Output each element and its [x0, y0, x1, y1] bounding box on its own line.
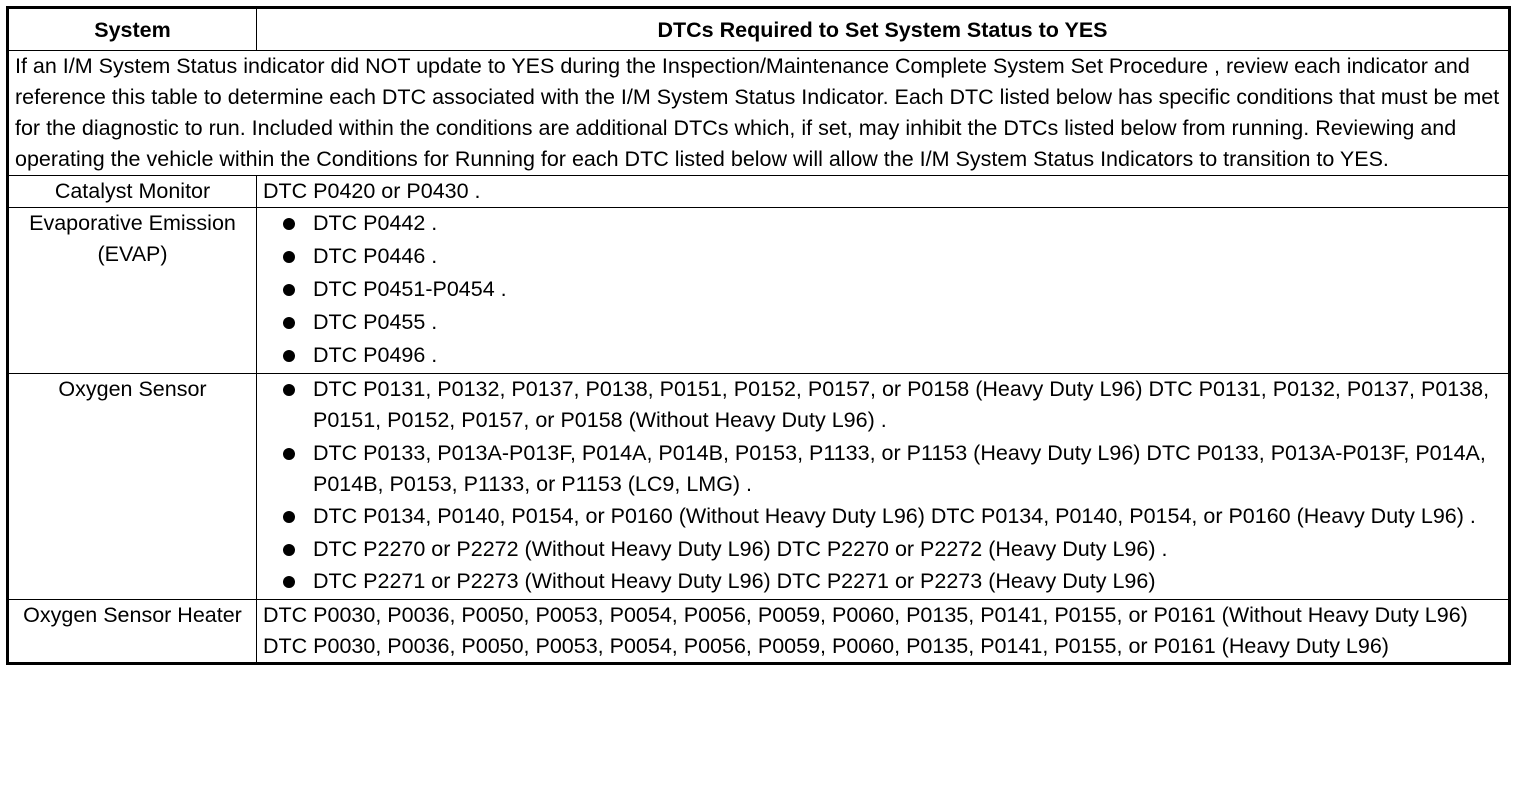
bullet-icon: [283, 384, 295, 396]
list-item: [263, 534, 1502, 565]
list-item-text: DTC P0133, P013A-P013F, P014A, P014B, P0153, P1133, or P1153 (Heavy Duty L96) DTC P0133, P013A-P013F, P014A, P014B, P0153, P1133, or P1153 (LC9, LMG) .: [313, 440, 1486, 496]
dtc-list: [263, 374, 1502, 597]
list-item: [263, 374, 1502, 436]
bullet-icon: [283, 576, 295, 588]
header-dtcs: DTCs Required to Set System Status to YES: [257, 8, 1510, 51]
bullet-icon: [283, 544, 295, 556]
dtc-status-table: [6, 6, 1511, 665]
system-oxygen-sensor-heater: Oxygen Sensor Heater: [8, 599, 257, 663]
list-item: [263, 340, 1502, 371]
bullet-icon: [283, 448, 295, 460]
header-system: System: [8, 8, 257, 51]
bullet-icon: [283, 218, 295, 230]
dtc-cell-evap: [257, 208, 1510, 374]
bullet-icon: [283, 251, 295, 263]
bullet-icon: [283, 511, 295, 523]
intro-row: [8, 51, 1510, 176]
list-item: [263, 274, 1502, 305]
list-item-text: DTC P0134, P0140, P0154, or P0160 (Without Heavy Duty L96) DTC P0134, P0140, P0154, or P0160 (Heavy Duty L96) .: [313, 504, 1476, 528]
table-row: [8, 176, 1510, 208]
dtc-cell-catalyst: DTC P0420 or P0430 .: [257, 176, 1510, 208]
list-item: [263, 307, 1502, 338]
intro-text: If an I/M System Status indicator did NOT update to YES during the Inspection/Maintenance Complete System Set Procedure , review each indicator and reference this table to determine each DTC associated with the I/M System Status Indicator. Each DTC listed below has specific conditions that must be met for the diagnostic to run. Included within the conditions are additional DTCs which, if set, may inhibit the DTCs listed below from running. Reviewing and operating the vehicle within the Conditions for Running for each DTC listed below will allow the I/M System Status Indicators to transition to YES.: [8, 51, 1510, 176]
system-catalyst-monitor: Catalyst Monitor: [8, 176, 257, 208]
list-item: [263, 501, 1502, 532]
list-item: [263, 566, 1502, 597]
list-item-text: DTC P0442 .: [313, 211, 438, 235]
list-item-text: DTC P0496 .: [313, 343, 438, 367]
list-item-text: DTC P2271 or P2273 (Without Heavy Duty L96) DTC P2271 or P2273 (Heavy Duty L96): [313, 569, 1156, 593]
list-item-text: DTC P2270 or P2272 (Without Heavy Duty L96) DTC P2270 or P2272 (Heavy Duty L96) .: [313, 536, 1168, 561]
list-item-text: DTC P0131, P0132, P0137, P0138, P0151, P0152, P0157, or P0158 (Heavy Duty L96) DTC P0131, P0132, P0137, P0138, P0151, P0152, P0157, or P0158 (Without Heavy Duty L96) .: [313, 377, 1490, 432]
bullet-icon: [283, 284, 295, 296]
bullet-icon: [283, 317, 295, 329]
dtc-cell-oxygen-sensor-heater: DTC P0030, P0036, P0050, P0053, P0054, P0056, P0059, P0060, P0135, P0141, P0155, or P0161 (Without Heavy Duty L96) DTC P0030, P0036, P0050, P0053, P0054, P0056, P0059, P0060, P0135, P0141, P0155, or P0161 (Heavy Duty L96): [257, 599, 1510, 663]
table-row: [8, 599, 1510, 663]
table-row: [8, 374, 1510, 600]
list-item: [263, 438, 1502, 500]
dtc-list: [263, 208, 1502, 371]
list-item: [263, 208, 1502, 239]
list-item: [263, 241, 1502, 272]
dtc-cell-oxygen-sensor: [257, 374, 1510, 600]
header-row: [8, 8, 1510, 51]
list-item-text: DTC P0455 .: [313, 310, 438, 334]
system-oxygen-sensor: Oxygen Sensor: [8, 374, 257, 600]
list-item-text: DTC P0451-P0454 .: [313, 277, 507, 301]
bullet-icon: [283, 350, 295, 362]
system-evap: Evaporative Emission (EVAP): [8, 208, 257, 374]
table-row: [8, 208, 1510, 374]
list-item-text: DTC P0446 .: [313, 244, 438, 268]
